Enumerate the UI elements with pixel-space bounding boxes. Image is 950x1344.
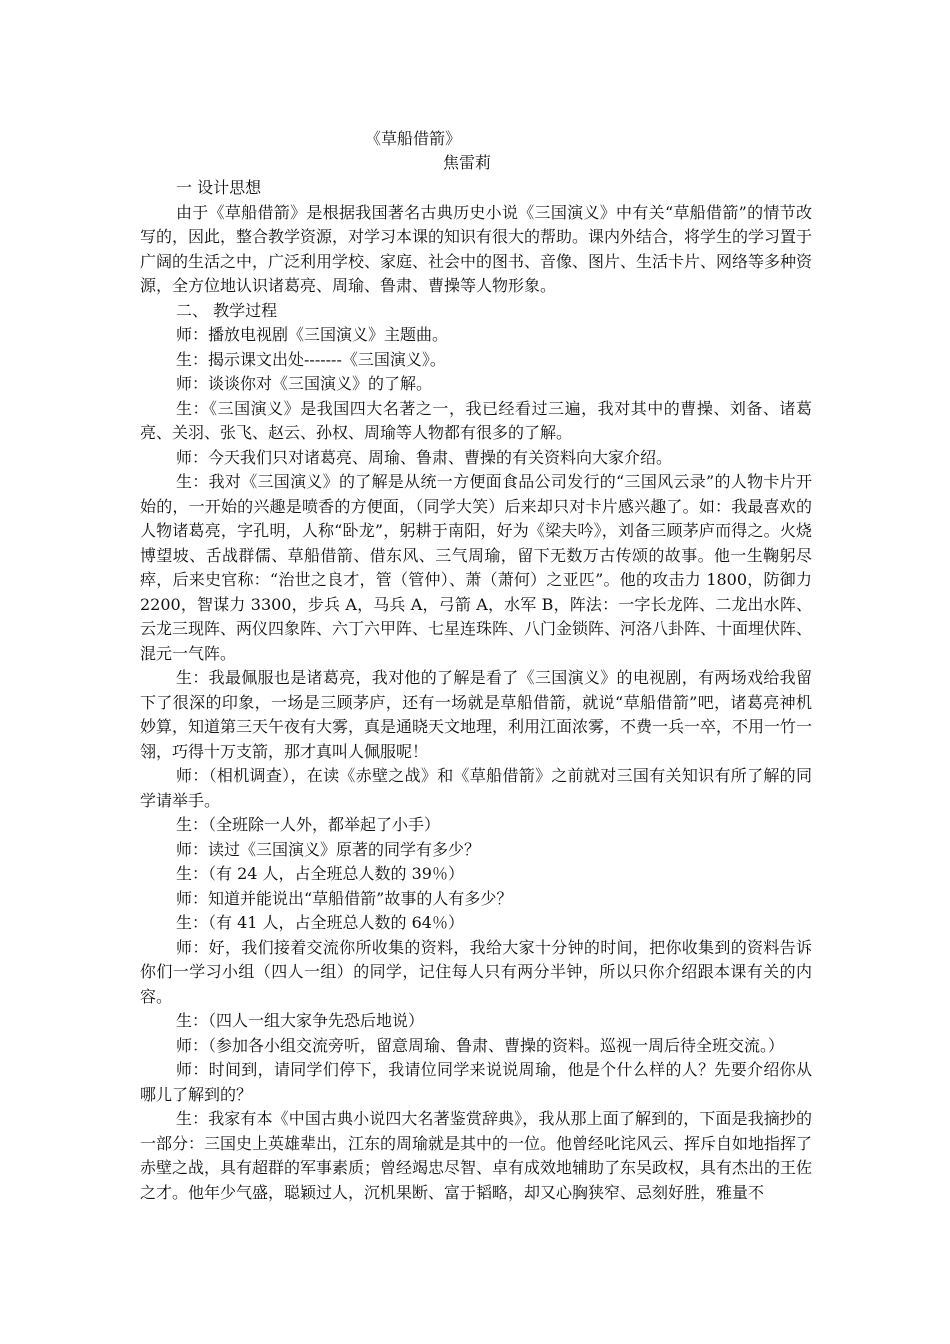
paragraph: 生：（全班除一人外，都举起了小手） [176, 815, 441, 834]
document-author: 焦雷莉 [443, 153, 492, 172]
paragraph: 生：《三国演义》是我国四大名著之一，我已经看过三遍，我对其中的曹操、刘备、诸葛亮、关羽、张飞、赵云、孙权、周瑜等人物都有很多的了解。 [140, 398, 812, 442]
paragraph: 生：（有 41 人，占全班总人数的 64％） [176, 913, 464, 932]
document-title: 《草船借箭》 [365, 129, 462, 148]
paragraph: 师：今天我们只对诸葛亮、周瑜、鲁肃、曹操的有关资料向大家介绍。 [176, 447, 673, 467]
paragraph: 师：时间到，请同学们停下，我请位同学来说说周瑜，他是个什么样的人？先要介绍你从哪儿了解到的？ [140, 1060, 812, 1104]
paragraph: 师：知道并能说出“草船借箭”故事的人有多少？ [176, 888, 513, 908]
paragraph: 由于《草船借箭》是根据我国著名古典历史小说《三国演义》中有关“草船借箭”的情节改写的，因此，整合教学资源，对学习本课的知识有很大的帮助。课内外结合，将学生的学习置于广阔的生活之中，广泛利用学校、家庭、社会中的图书、音像、图片、生活卡片、网络等多种资源，全方位地认识诸葛亮、周瑜、鲁肃、曹操等人物形象。 [140, 202, 813, 295]
paragraph: 师：读过《三国演义》原著的同学有多少？ [176, 839, 481, 859]
paragraph: 生：我最佩服也是诸葛亮，我对他的了解是看了《三国演义》的电视剧，有两场戏给我留下了很深的印象，一场是三顾茅庐，还有一场就是草船借箭，就说“草船借箭”吧，诸葛亮神机妙算，知道第三天午夜有大雾，真是通晓天文地理，利用江面浓雾，不费一兵一卒，不用一竹一翎，巧得十万支箭，那才真叫人佩服呢！ [140, 668, 813, 761]
paragraph: 师：（参加各小组交流旁听，留意周瑜、鲁肃、曹操的资料。巡视一周后待全班交流。） [176, 1035, 785, 1055]
document-body [140, 176, 812, 1205]
paragraph: 生：（有 24 人，占全班总人数的 39％） [176, 864, 464, 883]
section-heading-process: 二、 教学过程 [176, 300, 278, 320]
paragraph: 生：揭示课文出处-------《三国演义》。 [176, 349, 446, 369]
paragraph: 生：我对《三国演义》的了解是从统一方便面食品公司发行的“三国风云录”的人物卡片开始的，一开始的兴趣是喷香的方便面，（同学大笑）后来却只对卡片感兴趣了。如：我最喜欢的人物诸葛亮，字孔明，人称“卧龙”，躬耕于南阳，好为《梁夫吟》，刘备三顾茅庐而得之。火烧博望坡、舌战群儒、草船借箭、借东风、三气周瑜，留下无数万古传颂的故事。他一生鞠躬尽瘁，后来史官称：“治世之良才，管（管仲）、萧（萧何）之亚匹”。他的攻击力 1800，防御力 2200，智谋力 3300，步兵 A，马兵 A，弓箭 A，水军 B，阵法：一字长龙阵、二龙出水阵、云龙三现阵、两仪四象阵、六丁六甲阵、七星连珠阵、八门金锁阵、河洛八卦阵、十面埋伏阵、混元一气阵。 [140, 472, 813, 663]
paragraph: 师：好，我们接着交流你所收集的资料，我给大家十分钟的时间，把你收集到的资料告诉你们一学习小组（四人一组）的同学，记住每人只有两分半钟，所以只你介绍跟本课有关的内容。 [140, 937, 812, 1006]
paragraph: 师：（相机调查），在读《赤壁之战》和《草船借箭》之前就对三国有关知识有所了解的同学请举手。 [140, 766, 812, 810]
paragraph: 师：播放电视剧《三国演义》主题曲。 [176, 325, 449, 344]
paragraph: 生：我家有本《中国古典小说四大名著鉴赏辞典》，我从那上面了解到的，下面是我摘抄的一部分：三国史上英雄辈出，江东的周瑜就是其中的一位。他曾经叱诧风云、挥斥自如地指挥了赤壁之战，具有超群的军事素质；曾经竭忠尽智、卓有成效地辅助了东吴政权，具有杰出的王佐之才。他年少气盛，聪颖过人，沉机果断、富于韬略，却又心胸狭窄、忌刻好胜，雅量不 [140, 1109, 813, 1202]
paragraph: 生：（四人一组大家争先恐后地说） [176, 1011, 425, 1030]
section-heading-design: 一 设计思想 [176, 178, 262, 197]
paragraph: 师：谈谈你对《三国演义》的了解。 [176, 374, 433, 393]
